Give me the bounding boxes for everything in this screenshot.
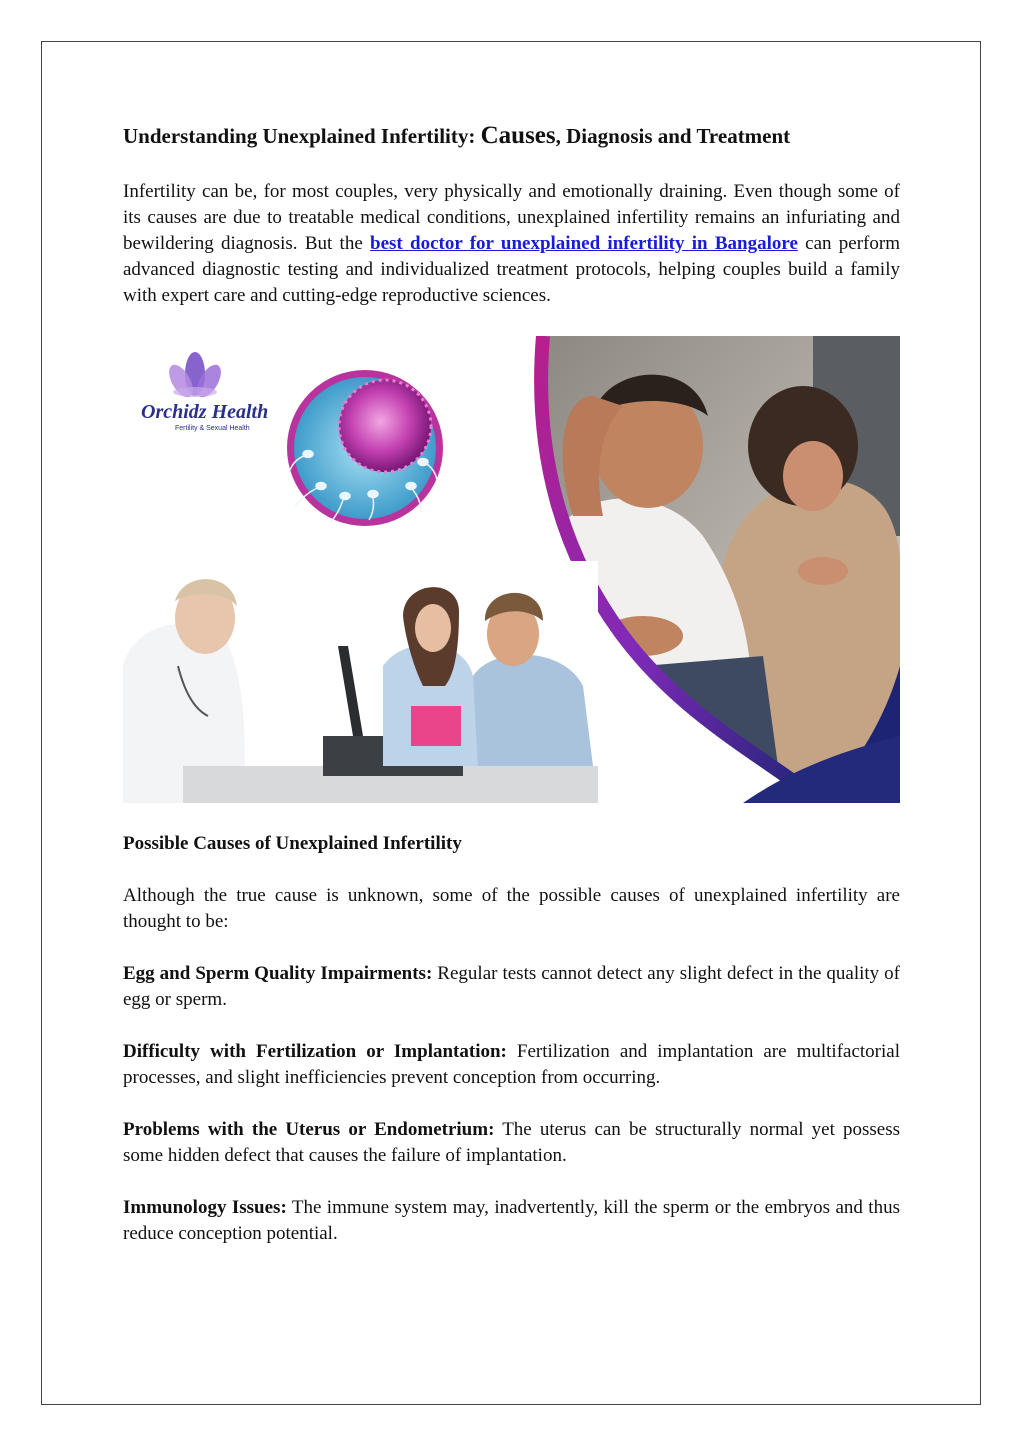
cause-term: Problems with the Uterus or Endometrium:	[123, 1118, 495, 1140]
best-doctor-link[interactable]: best doctor for unexplained infertility in Bangalore	[370, 232, 798, 254]
cause-item	[123, 1195, 900, 1247]
cause-item	[123, 961, 900, 1013]
intro-paragraph	[123, 179, 900, 309]
cause-term: Immunology Issues:	[123, 1196, 287, 1218]
cause-text: Fertilization and implantation are multifactorial processes, and slight inefficiencies prevent conception from occurring.	[123, 1040, 900, 1088]
cause-term: Egg and Sperm Quality Impairments:	[123, 962, 433, 984]
title-part-2: Causes	[480, 122, 556, 149]
logo-tagline: Fertility & Sexual Health	[175, 424, 250, 432]
page-title	[123, 120, 900, 153]
cause-text: Regular tests cannot detect any slight defect in the quality of egg or sperm.	[123, 962, 900, 1010]
cause-item	[123, 1039, 900, 1091]
cause-term: Difficulty with Fertilization or Implantation:	[123, 1040, 507, 1062]
cause-text: The immune system may, inadvertently, kill the sperm or the embryos and thus reduce conception potential.	[123, 1196, 900, 1244]
intro-text-before-link: Infertility can be, for most couples, very physically and emotionally draining. Even though some of its causes are due to treatable medical conditions, unexplained infertility remains an infuriating and bewildering diagnosis. But the	[123, 180, 900, 254]
title-part-3: , Diagnosis and Treatment	[555, 124, 791, 148]
section-heading: Possible Causes of Unexplained Infertility	[123, 832, 462, 854]
lotus-logo-icon	[164, 352, 226, 401]
document-content	[123, 120, 900, 1247]
section-intro: Although the true cause is unknown, some of the possible causes of unexplained infertility are thought to be:	[123, 884, 900, 932]
intro-text-after-link: can perform advanced diagnostic testing and individualized treatment protocols, helping couples build a family with expert care and cutting-edge reproductive sciences.	[123, 232, 900, 306]
logo-name: Orchidz Health	[141, 400, 269, 423]
hero-image	[123, 336, 900, 803]
cause-text: The uterus can be structurally normal yet possess some hidden defect that causes the failure of implantation.	[123, 1118, 900, 1166]
doctor-consultation-photo	[123, 561, 598, 803]
cause-item	[123, 1117, 900, 1169]
title-part-1: Understanding Unexplained Infertility:	[123, 124, 481, 148]
cell-circle-icon	[287, 370, 443, 526]
